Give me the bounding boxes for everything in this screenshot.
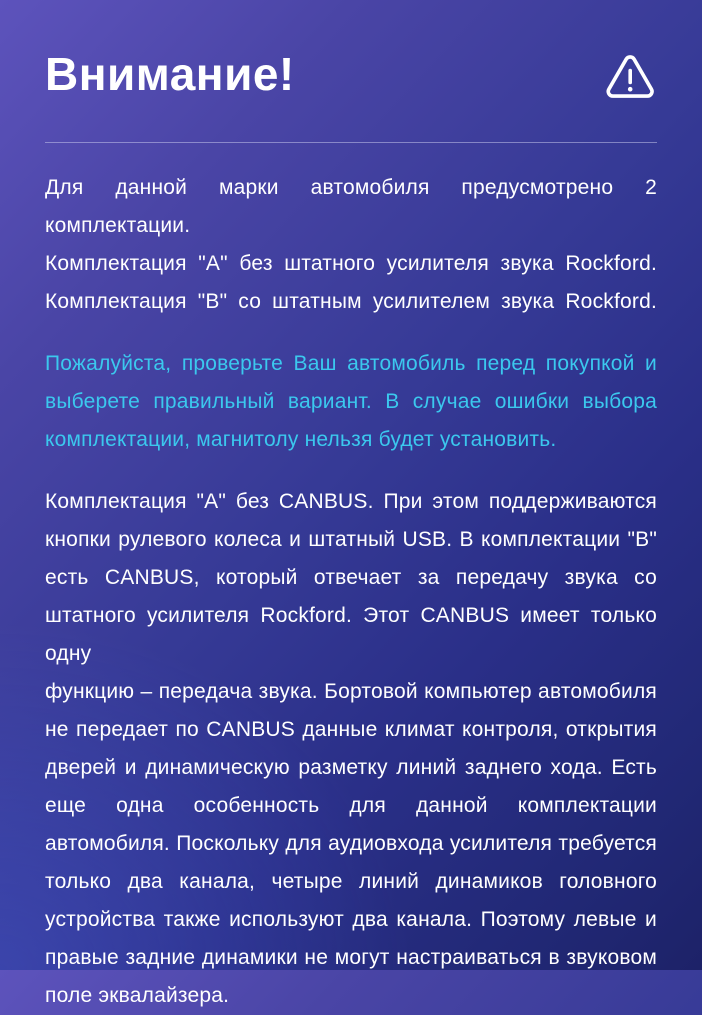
paragraph-line: не передает по CANBUS данные климат контроля, открытия	[45, 718, 657, 741]
paragraph-line: функцию – передача звука. Бортовой компьютер автомобиля	[45, 680, 657, 703]
paragraph-line: кнопки рулевого колеса и штатный USB. В комплектации "В"	[45, 528, 657, 551]
paragraph-line: только два канала, четыре линий динамиков головного	[45, 870, 657, 893]
body-text	[45, 169, 657, 1015]
paragraph-line: комплектации, магнитолу нельзя будет установить.	[45, 428, 557, 451]
paragraph-line: автомобиля. Поскольку для аудиовхода усилителя требуется	[45, 832, 657, 855]
warning-triangle-icon	[603, 52, 657, 107]
paragraph	[45, 345, 657, 459]
paragraph-line: поле эквалайзера.	[45, 984, 230, 1007]
paragraph-line: Комплектация "А" без CANBUS. При этом поддерживаются	[45, 490, 657, 513]
paragraph-line: еще одна особенность для данной комплектации	[45, 794, 657, 817]
paragraph-line: штатного усилителя Rockford. Этот CANBUS имеет только одну	[45, 604, 657, 665]
paragraph	[45, 483, 657, 1015]
paragraph-line: устройства также используют два канала. Поэтому левые и	[45, 908, 657, 931]
paragraph-line: дверей и динамическую разметку линий заднего хода. Есть	[45, 756, 657, 779]
paragraph-line: Пожалуйста, проверьте Ваш автомобиль перед покупкой и	[45, 352, 657, 375]
paragraph-line: есть CANBUS, который отвечает за передачу звука со	[45, 566, 657, 589]
paragraph-line: правые задние динамики не могут настраиваться в звуковом	[45, 946, 657, 969]
page-title: Внимание!	[45, 48, 295, 100]
paragraph-line: Комплектация "В" со штатным усилителем звука Rockford.	[45, 290, 657, 313]
divider	[45, 142, 657, 143]
paragraph-line: Для данной марки автомобиля предусмотрено 2 комплектации.	[45, 176, 657, 237]
paragraph	[45, 169, 657, 321]
header	[45, 0, 657, 107]
paragraph-line: выберете правильный вариант. В случае ошибки выбора	[45, 390, 657, 413]
paragraph-line: Комплектация "А" без штатного усилителя звука Rockford.	[45, 252, 657, 275]
